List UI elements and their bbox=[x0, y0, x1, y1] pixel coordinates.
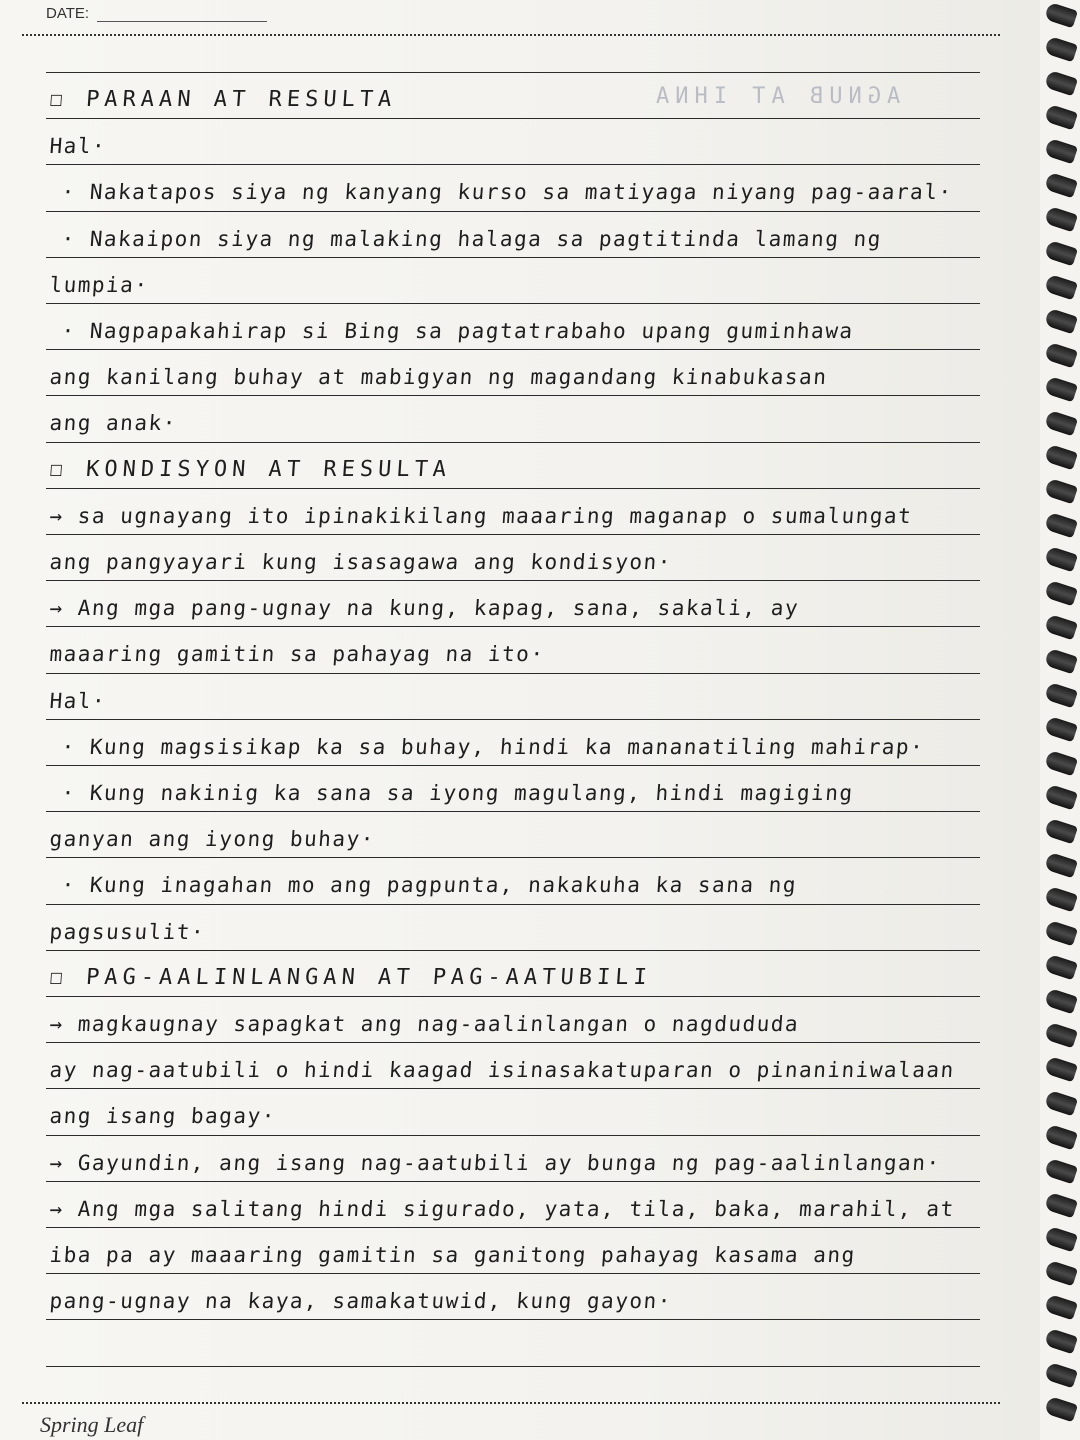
note-line: ang pangyayari kung isasagawa ang kondisyon· bbox=[48, 550, 673, 574]
ruled-line bbox=[46, 1366, 980, 1367]
note-line: → Gayundin, ang isang nag-aatubili ay bunga ng pag-aalinlangan· bbox=[48, 1150, 942, 1175]
note-line: ang isang bagay· bbox=[48, 1104, 277, 1129]
ruled-line bbox=[46, 1319, 980, 1320]
spiral-coil bbox=[1044, 1022, 1078, 1048]
note-line: · Kung magsisikap ka sa buhay, hindi ka mananatiling mahirap· bbox=[60, 734, 926, 759]
spiral-coil bbox=[1044, 614, 1078, 640]
note-line: → sa ugnayang ito ipinakikilang maaaring maganap o sumalungat bbox=[48, 503, 914, 528]
section-heading: ☐ PARAAN AT RESULTA bbox=[48, 87, 398, 112]
spiral-coil bbox=[1044, 1328, 1078, 1354]
spiral-coil bbox=[1044, 1158, 1078, 1184]
spiral-coil bbox=[1044, 206, 1078, 232]
note-line: → Ang mga salitang hindi sigurado, yata, tila, baka, marahil, at bbox=[48, 1196, 956, 1221]
spiral-coil bbox=[1044, 886, 1078, 912]
spiral-coil bbox=[1044, 546, 1078, 572]
spiral-coil bbox=[1044, 138, 1078, 164]
spiral-coil bbox=[1044, 240, 1078, 266]
spiral-coil bbox=[1044, 852, 1078, 878]
spiral-coil bbox=[1044, 1226, 1078, 1252]
note-line: → magkaugnay sapagkat ang nag-aalinlangan o nagdududa bbox=[48, 1012, 801, 1036]
note-line: maaaring gamitin sa pahayag na ito· bbox=[48, 642, 546, 667]
note-line: ganyan ang iyong buhay· bbox=[48, 827, 376, 852]
spiral-coil bbox=[1044, 512, 1078, 538]
spiral-coil bbox=[1044, 818, 1078, 844]
bottom-dotted-line bbox=[22, 1402, 1000, 1404]
spiral-coil bbox=[1044, 1056, 1078, 1082]
spiral-coil bbox=[1044, 920, 1078, 946]
spiral-coil bbox=[1044, 750, 1078, 776]
note-line: · Nagpapakahirap si Bing sa pagtatrabaho upang guminhawa bbox=[60, 319, 855, 343]
spiral-coil bbox=[1044, 410, 1078, 436]
date-field bbox=[46, 0, 267, 22]
spiral-coil bbox=[1044, 342, 1078, 368]
top-dotted-line bbox=[22, 34, 1000, 36]
note-line: → Ang mga pang-ugnay na kung, kapag, sana, sakali, ay bbox=[48, 596, 801, 621]
spiral-coil bbox=[1044, 36, 1078, 62]
spiral-coil bbox=[1044, 2, 1078, 28]
note-line: · Nakaipon siya ng malaking halaga sa pagtitinda lamang ng bbox=[60, 226, 883, 251]
note-line: · Kung inagahan mo ang pagpunta, nakakuha ka sana ng bbox=[60, 873, 798, 898]
note-line: · Kung nakinig ka sana sa iyong magulang, hindi magiging bbox=[60, 781, 855, 805]
spiral-binding bbox=[1038, 0, 1080, 1440]
spiral-coil bbox=[1044, 104, 1078, 130]
spiral-coil bbox=[1044, 1090, 1078, 1116]
spiral-coil bbox=[1044, 444, 1078, 470]
spiral-coil bbox=[1044, 274, 1078, 300]
notebook-brand: Spring Leaf bbox=[40, 1412, 144, 1437]
note-line: ang kanilang buhay at mabigyan ng magandang kinabukasan bbox=[48, 365, 829, 390]
spiral-coil bbox=[1044, 376, 1078, 402]
date-blank-line bbox=[97, 7, 267, 22]
spiral-coil bbox=[1044, 954, 1078, 980]
spiral-coil bbox=[1044, 70, 1078, 96]
note-line: pang-ugnay na kaya, samakatuwid, kung gayon· bbox=[48, 1289, 673, 1314]
spiral-coil bbox=[1044, 784, 1078, 810]
spiral-coil bbox=[1044, 1362, 1078, 1388]
spiral-coil bbox=[1044, 648, 1078, 674]
spiral-coil bbox=[1044, 1192, 1078, 1218]
spiral-coil bbox=[1044, 1396, 1078, 1422]
note-line: pagsusulit· bbox=[48, 919, 206, 944]
spiral-coil bbox=[1044, 478, 1078, 504]
note-line: lumpia· bbox=[48, 272, 150, 297]
section-heading: ☐ PAG-AALINLANGAN AT PAG-AATUBILI bbox=[48, 964, 653, 990]
note-line: iba pa ay maaaring gamitin sa ganitong pahayag kasama ang bbox=[48, 1243, 857, 1267]
note-line: · Nakatapos siya ng kanyang kurso sa matiyaga niyang pag-aaral· bbox=[60, 180, 954, 205]
bleed-through-text: AGNUB AT IHNA bbox=[650, 84, 901, 109]
spiral-coil bbox=[1044, 1294, 1078, 1320]
note-line: ang anak· bbox=[48, 411, 178, 436]
spiral-coil bbox=[1044, 308, 1078, 334]
spiral-coil bbox=[1044, 716, 1078, 742]
date-label: DATE: bbox=[46, 5, 90, 22]
spiral-coil bbox=[1044, 1260, 1078, 1286]
note-line: Hal· bbox=[48, 134, 107, 159]
note-line: Hal· bbox=[48, 688, 107, 713]
spiral-coil bbox=[1044, 988, 1078, 1014]
spiral-coil bbox=[1044, 580, 1078, 606]
section-heading: ☐ KONDISYON AT RESULTA bbox=[48, 456, 452, 482]
spiral-coil bbox=[1044, 1124, 1078, 1150]
spiral-coil bbox=[1044, 172, 1078, 198]
spiral-coil bbox=[1044, 682, 1078, 708]
note-line: ay nag-aatubili o hindi kaagad isinasakatuparan o pinaniniwalaan bbox=[48, 1058, 956, 1083]
